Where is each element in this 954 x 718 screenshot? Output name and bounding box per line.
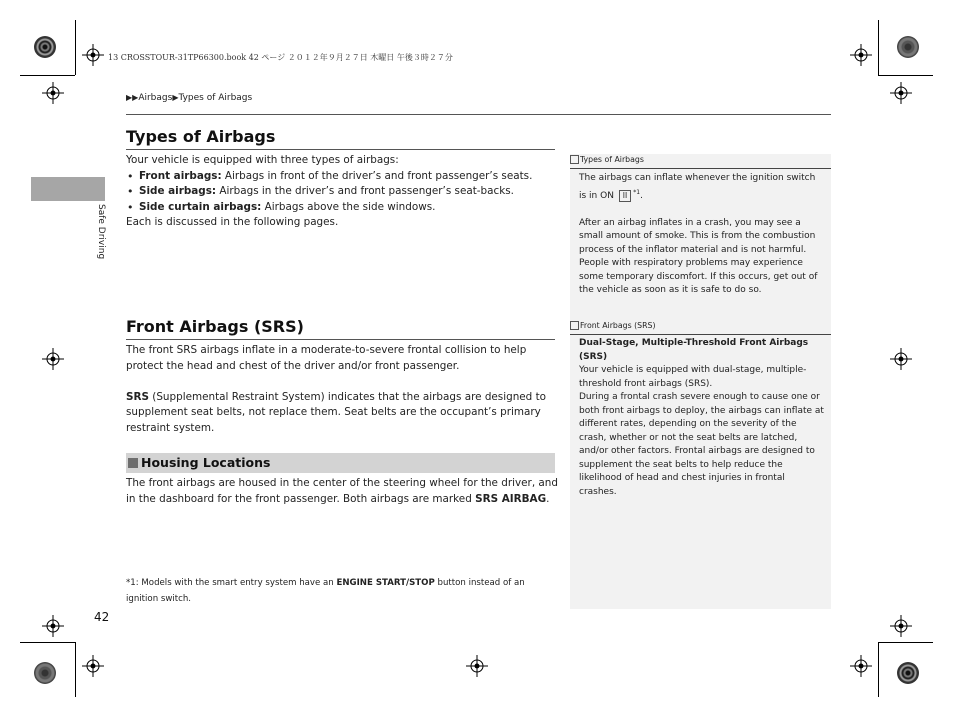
srs-label: SRS (126, 390, 149, 403)
registration-mark-icon (42, 82, 64, 104)
square-bullet-icon (128, 458, 138, 468)
breadcrumb-item[interactable]: Types of Airbags (178, 93, 253, 103)
types-intro: Your vehicle is equipped with three types of airbags: (126, 154, 399, 166)
crop-mark (20, 75, 75, 76)
list-item-text: Airbags above the side windows. (261, 200, 436, 213)
housing-body (126, 476, 558, 507)
types-outro: Each is discussed in the following pages. (126, 216, 339, 228)
rosette-icon (34, 662, 56, 684)
page-number: 42 (94, 610, 110, 624)
note-title: Types of Airbags (570, 155, 644, 165)
front-paragraph: The front SRS airbags inflate in a moderate-to-severe frontal collision to help protect the head and chest of the driver and/or front passenger. (126, 344, 527, 372)
rosette-icon (897, 662, 919, 684)
crop-mark (75, 20, 76, 75)
types-list (126, 169, 558, 216)
list-item (126, 184, 558, 200)
list-item-label: Side airbags: (139, 185, 217, 197)
footnote-bold: ENGINE START/STOP (336, 578, 435, 588)
list-item-label: Side curtain airbags: (139, 200, 262, 213)
side-tab-label: Safe Driving (96, 204, 106, 260)
list-item-text: Airbags in the driver’s and front passenger’s seat-backs. (216, 185, 514, 197)
footnote-ref: *1 (633, 188, 641, 196)
section-divider (126, 339, 555, 340)
registration-mark-icon (890, 82, 912, 104)
rosette-icon (34, 36, 56, 58)
list-item (126, 200, 558, 216)
registration-mark-icon (850, 44, 872, 66)
footnote: *1: Models with the smart entry system have an ENGINE START/STOP button instead of an ignition switch. (126, 578, 525, 604)
registration-mark-icon (890, 348, 912, 370)
crop-mark (20, 642, 75, 643)
notes-panel (570, 154, 831, 609)
registration-mark-icon (42, 348, 64, 370)
rosette-icon (897, 36, 919, 58)
subsection-header (126, 453, 555, 473)
list-item (126, 169, 558, 185)
note-divider (570, 168, 831, 169)
note-paragraph: After an airbag inflates in a crash, you may see a small amount of smoke. This is from the combustion process of the inflator material and is not harmful. People with respiratory problems may experience some temporary discomfort. If this occurs, get out of the vehicle as soon as it is safe to do so. (579, 217, 818, 295)
breadcrumb-arrow-icon: ▶▶ (126, 93, 139, 102)
crop-mark (75, 642, 76, 697)
breadcrumb-arrow-icon: ▶ (172, 93, 179, 102)
note-heading: Dual-Stage, Multiple-Threshold Front Airbags (SRS) (579, 338, 809, 362)
registration-mark-icon (466, 655, 488, 677)
crop-mark (878, 642, 879, 697)
breadcrumb (126, 93, 252, 103)
types-body (126, 153, 558, 231)
registration-mark-icon (82, 655, 104, 677)
note-title: Front Airbags (SRS) (570, 321, 656, 331)
list-item-text: Airbags in front of the driver’s and front passenger’s seats. (221, 169, 533, 182)
srs-airbag-marker: SRS AIRBAG (475, 492, 547, 505)
front-paragraph (126, 390, 558, 437)
registration-mark-icon (850, 655, 872, 677)
side-tab (31, 177, 105, 201)
section-title: Types of Airbags (126, 127, 276, 146)
header-divider (126, 114, 831, 115)
crop-mark (878, 642, 933, 643)
subsection-title: Housing Locations (141, 455, 271, 470)
crop-mark (878, 20, 879, 75)
housing-paragraph: The front airbags are housed in the center of the steering wheel for the driver, and in the dashboard for the front passenger. Both airbags are marked SRS AIRBAG. (126, 477, 558, 505)
section-title: Front Airbags (SRS) (126, 317, 304, 336)
print-header: 13 CROSSTOUR-31TP66300.book 42 ページ ２０１２年９月２７日 木曜日 午後３時２７分 (108, 53, 453, 62)
registration-mark-icon (42, 615, 64, 637)
breadcrumb-item[interactable]: Airbags (138, 93, 173, 103)
list-item-label: Front airbags: (139, 169, 222, 182)
srs-text: (Supplemental Restraint System) indicates that the airbags are designed to supplement seat belts, not replace them. Seat belts are the occupant’s primary restraint system. (126, 390, 547, 434)
note-divider (570, 334, 831, 335)
reference-icon (570, 321, 579, 330)
note-body (579, 337, 825, 499)
reference-icon (570, 155, 579, 164)
note-paragraph: The airbags can inflate whenever the ignition switch is in ON II $^{*1}$. (579, 173, 816, 201)
front-body (126, 343, 558, 436)
registration-mark-icon (890, 615, 912, 637)
note-paragraph: Your vehicle is equipped with dual-stage, multiple-threshold front airbags (SRS). (579, 365, 807, 389)
note-paragraph: During a frontal crash severe enough to cause one or both front airbags to deploy, the airbags can inflate at different rates, depending on the severity of the crash, whether or not the seat belts are latched, and/or other factors. Frontal airbags are designed to supplement the seat belts to help reduce the likelihood of head and chest injuries in frontal crashes. (579, 392, 824, 497)
crop-mark (878, 75, 933, 76)
section-divider (126, 149, 555, 150)
ignition-position-key: II (619, 190, 631, 202)
registration-mark-icon (82, 44, 104, 66)
note-body (579, 172, 825, 298)
